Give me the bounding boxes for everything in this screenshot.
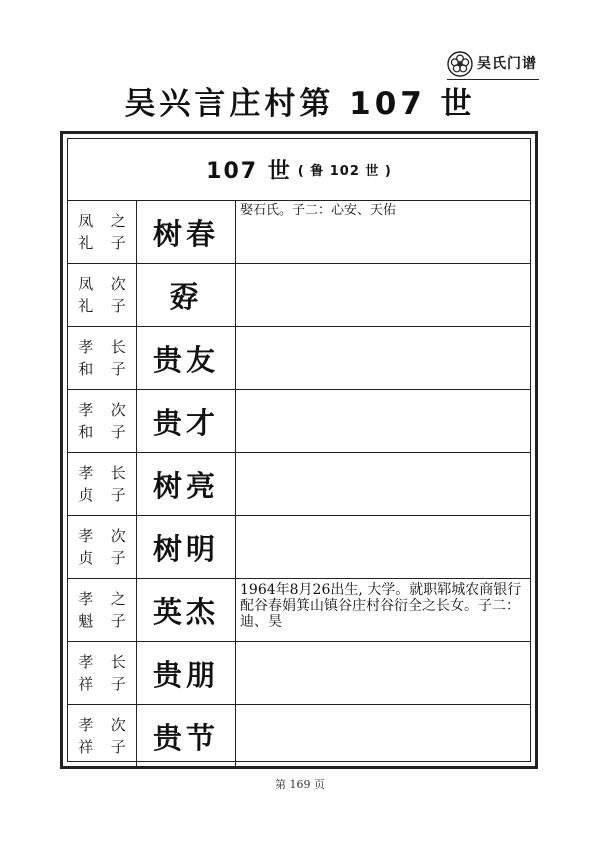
- table-row: [68, 579, 530, 642]
- table-row: [68, 264, 530, 327]
- note-cell: [236, 390, 530, 452]
- note-cell: 娶石氏。子二：心安、天佑: [240, 203, 397, 218]
- name-cell: 贵节: [137, 705, 236, 767]
- note-cell: [236, 705, 530, 767]
- relation-cell: 孝魁 之子: [68, 579, 137, 641]
- name-cell: 树亮: [137, 453, 236, 515]
- name-cell: 英杰: [137, 579, 236, 641]
- table-row: [68, 327, 530, 390]
- relation-cell: 孝贞 次子: [68, 516, 137, 578]
- genealogy-table-frame: [60, 131, 538, 769]
- genealogy-table: [67, 138, 531, 762]
- note-cell: [236, 642, 530, 704]
- generation-heading: 107 世: [206, 159, 292, 184]
- name-cell: 树明: [137, 516, 236, 578]
- badge-label: 吴氏门谱: [477, 56, 537, 72]
- table-row: [68, 705, 530, 767]
- relation-cell: 凤礼 次子: [68, 264, 137, 326]
- flower-seal-icon: [447, 51, 473, 77]
- relation-cell: 孝祥 长子: [68, 642, 137, 704]
- relation-cell: 孝和 长子: [68, 327, 137, 389]
- table-row: [68, 390, 530, 453]
- name-cell: 贵朋: [137, 642, 236, 704]
- table-row: [68, 201, 530, 264]
- lu-generation-heading: ( 鲁 102 世 ): [297, 164, 392, 179]
- relation-cell: 孝祥 次子: [68, 705, 137, 767]
- note-cell: 1964年8月26出生, 大学。就职郓城农商银行配谷春娟箕山镇谷庄村谷衍全之长女。子二：迪、昊: [240, 582, 522, 630]
- table-row: [68, 642, 530, 705]
- note-cell: [236, 516, 530, 578]
- table-row: [68, 516, 530, 579]
- relation-cell: 孝和 次子: [68, 390, 137, 452]
- note-cell: [236, 264, 530, 326]
- table-heading: [68, 139, 530, 201]
- name-cell: 孬: [137, 264, 236, 326]
- relation-cell: 凤礼 之子: [68, 201, 137, 263]
- relation-cell: 孝贞 长子: [68, 453, 137, 515]
- note-cell: [236, 327, 530, 389]
- name-cell: 贵才: [137, 390, 236, 452]
- page-number: 第 169 页: [275, 778, 325, 791]
- name-cell: 贵友: [137, 327, 236, 389]
- note-cell: [236, 453, 530, 515]
- name-cell: 树春: [137, 201, 236, 263]
- genealogy-badge: [447, 50, 543, 78]
- badge-underline: [447, 79, 539, 80]
- page-title: 吴兴言庄村第 107 世: [124, 86, 476, 122]
- table-row: [68, 453, 530, 516]
